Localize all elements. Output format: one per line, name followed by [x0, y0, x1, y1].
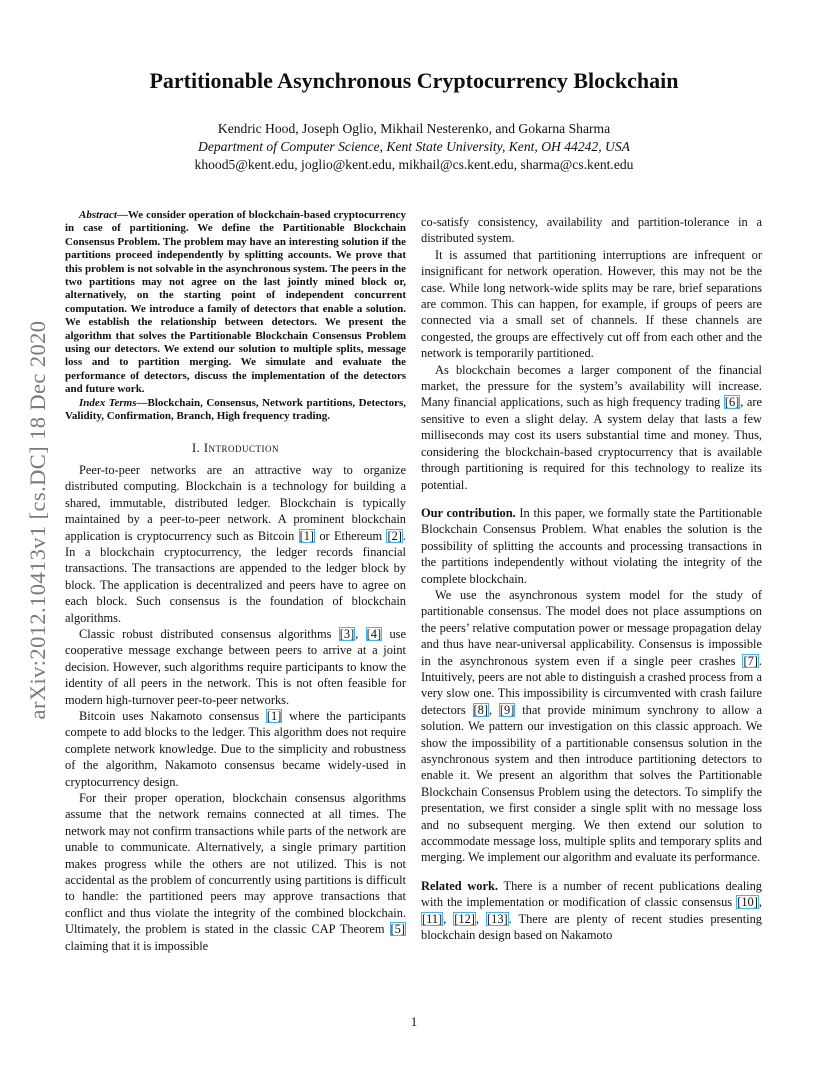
- citation-link[interactable]: [5]: [390, 922, 405, 937]
- introduction-body: [65, 462, 406, 954]
- paragraph: We use the asynchronous system model for the study of partitionable consensus. The model does not place assumptions on the peers’ relative computation power or message propagation delay and thus have near-universal applicability. Consensus is impossible in the asynchronous system even if a single peer crashes [7]. Intuitively, peers are not able to distinguish a crashed process from a very slow one. This impossibility is circumvented with crash failure detectors [8], [9] that provide minimum synchrony to allow a solution. We pattern our investigation on this classic approach. We show the impossibility of a partitionable consensus solution in the asynchronous system and then introduce partitioning detectors to enable it. We present an algorithm that solves the Partitionable Blockchain Consensus Problem using the detectors. To simplify the presentation, we first consider a single split with no message loss and no subsequent merging. We then extend our solution to accommodate message loss, multiple splits and temporary splits and merging. We implement our algorithm and evaluate its performance.: [421, 587, 762, 865]
- affiliation: Department of Computer Science, Kent State University, Kent, OH 44242, USA: [198, 139, 630, 154]
- index-terms-label: Index Terms: [79, 396, 137, 409]
- right-body: [421, 214, 762, 493]
- index-terms-text: —Blockchain, Consensus, Network partitions, Detectors, Validity, Confirmation, Branch, High frequency trading.: [65, 396, 406, 423]
- contribution-heading: Our contribution.: [421, 505, 516, 520]
- arxiv-stamp-text: arXiv:2012.10413v1 [cs.DC] 18 Dec 2020: [25, 320, 50, 720]
- paragraph: Classic robust distributed consensus algorithms [3], [4] use cooperative message exchange between peers to arrive at a joint decision. However, such algorithms require participants to know the identity of all peers in the network. This is not often feasible for modern high-turnover peer-to-peer networks.: [65, 626, 406, 707]
- paragraph: Peer-to-peer networks are an attractive way to organize distributed computing. Blockchain is a technology for building a shared, immutable, distributed ledger. Blockchain is typically maintained by a peer-to-peer network. A prominent blockchain application is cryptocurrency such as Bitcoin [1] or Ethereum [2]. In a blockchain cryptocurrency, the ledger records financial transactions. The transactions are appended to the ledger block by block. The application is decentralized and peers have to agree on each block. Such consensus is the foundation of blockchain algorithms.: [65, 462, 406, 625]
- section-heading-introduction: I. Introduction: [192, 440, 279, 455]
- related-work-heading: Related work.: [421, 878, 498, 893]
- citation-link[interactable]: [8]: [473, 702, 488, 717]
- left-column: [65, 209, 406, 954]
- paragraph: co-satisfy consistency, availability and partition-tolerance in a distributed system.: [421, 215, 762, 246]
- citation-link[interactable]: [2]: [387, 528, 402, 543]
- citation-link[interactable]: [7]: [743, 653, 758, 668]
- citation-link[interactable]: [1]: [299, 528, 315, 543]
- author-emails: khood5@kent.edu, joglio@kent.edu, mikhail@cs.kent.edu, sharma@cs.kent.edu: [194, 157, 634, 172]
- citation-link[interactable]: [3]: [339, 626, 355, 641]
- citation-link[interactable]: [4]: [366, 626, 382, 641]
- citation-link[interactable]: [12]: [454, 911, 475, 926]
- related-work-section: [421, 878, 762, 944]
- citation-link[interactable]: [1]: [266, 709, 282, 723]
- author-names: Kendric Hood, Joseph Oglio, Mikhail Nesterenko, and Gokarna Sharma: [217, 121, 611, 136]
- index-terms: [65, 397, 406, 424]
- page-number: 1: [410, 1014, 418, 1029]
- paragraph: Bitcoin uses Nakamoto consensus [1] where the participants compete to add blocks to the ledger. This algorithm does not require complete network knowledge. Due to the simplicity and robustness of the algorithm, Nakamoto consensus became widely-used in cryptocurrency design.: [65, 709, 406, 789]
- paragraph: For their proper operation, blockchain consensus algorithms assume that the network remains connected at all times. The network may not confirm transactions while parts of the network are unable to communicate. Alternatively, a single primary partition makes progress while the others are not utilized. This is not accidental as the problem of concurrently using partitions is difficult to handle: the partitioned peers may approve transactions that conflict and thus violate the integrity of the combined blockchain. Ultimately, the problem is stated in the classic CAP Theorem [5] claiming that it is impossible: [65, 791, 406, 953]
- paragraph: Related work. There is a number of recent publications dealing with the implementation or modification of classic consensus [10], [11], [12], [13]. There are plenty of recent studies presenting blockchain design based on Nakamoto: [421, 878, 762, 943]
- citation-link[interactable]: [10]: [737, 895, 758, 910]
- citation-link[interactable]: [13]: [487, 911, 508, 926]
- paragraph: Our contribution. In this paper, we formally state the Partitionable Blockchain Consensus Problem. What enables the solution is the possibility of splitting the accounts and processing transactions in the partitions independently without violating the integrity of the complete blockchain.: [421, 505, 762, 586]
- paper-title: Partitionable Asynchronous Cryptocurrency Blockchain: [149, 68, 679, 93]
- right-column: [421, 214, 762, 943]
- abstract: [65, 209, 406, 397]
- citation-link[interactable]: [6]: [724, 395, 740, 410]
- arxiv-stamp: [18, 280, 58, 760]
- paragraph: It is assumed that partitioning interruptions are infrequent or insignificant for network operation. However, this may not be the case. While long network-wide splits may be rare, brief separations are common. This can happen, for example, if groups of peers are connected via a small set of channels. If these channels are congested, the groups are effectively cut off from each other and the network is temporarily partitioned.: [421, 247, 762, 361]
- author-block: [60, 120, 768, 174]
- contribution-section: [421, 505, 762, 866]
- abstract-label: Abstract: [79, 209, 117, 221]
- citation-link[interactable]: [11]: [422, 911, 443, 926]
- abstract-text: —We consider operation of blockchain-based cryptocurrency in case of partitioning. We define the Partitionable Blockchain Consensus Problem. The problem may have an interesting solution if the partitions proceed independently by splitting accounts. We prove that this problem is not solvable in the asynchronous system. The peers in the two partitions may not agree on the last jointly mined block or, alternatively, on the starting point of independent concurrent computation. We introduce a family of detectors that enable a solution. We establish the relationship between detectors. We present the algorithm that solves the Partitionable Blockchain Consensus Problem using our detectors. We extend our solution to multiple splits, message loss and to partition merging. We simulate and evaluate the performance of detectors, discuss the implementation of the detectors and future work.: [65, 209, 406, 396]
- citation-link[interactable]: [9]: [499, 702, 515, 717]
- paragraph: As blockchain becomes a larger component of the financial market, the pressure for the system’s availability will increase. Many financial applications, such as high frequency trading [6], are sensitive to even a slight delay. A system delay that lasts a few milliseconds may cost its users substantial time and money. Thus, considering the blockchain-based cryptocurrency that is available through partitioning is required for this technology to realize its potential.: [421, 362, 762, 492]
